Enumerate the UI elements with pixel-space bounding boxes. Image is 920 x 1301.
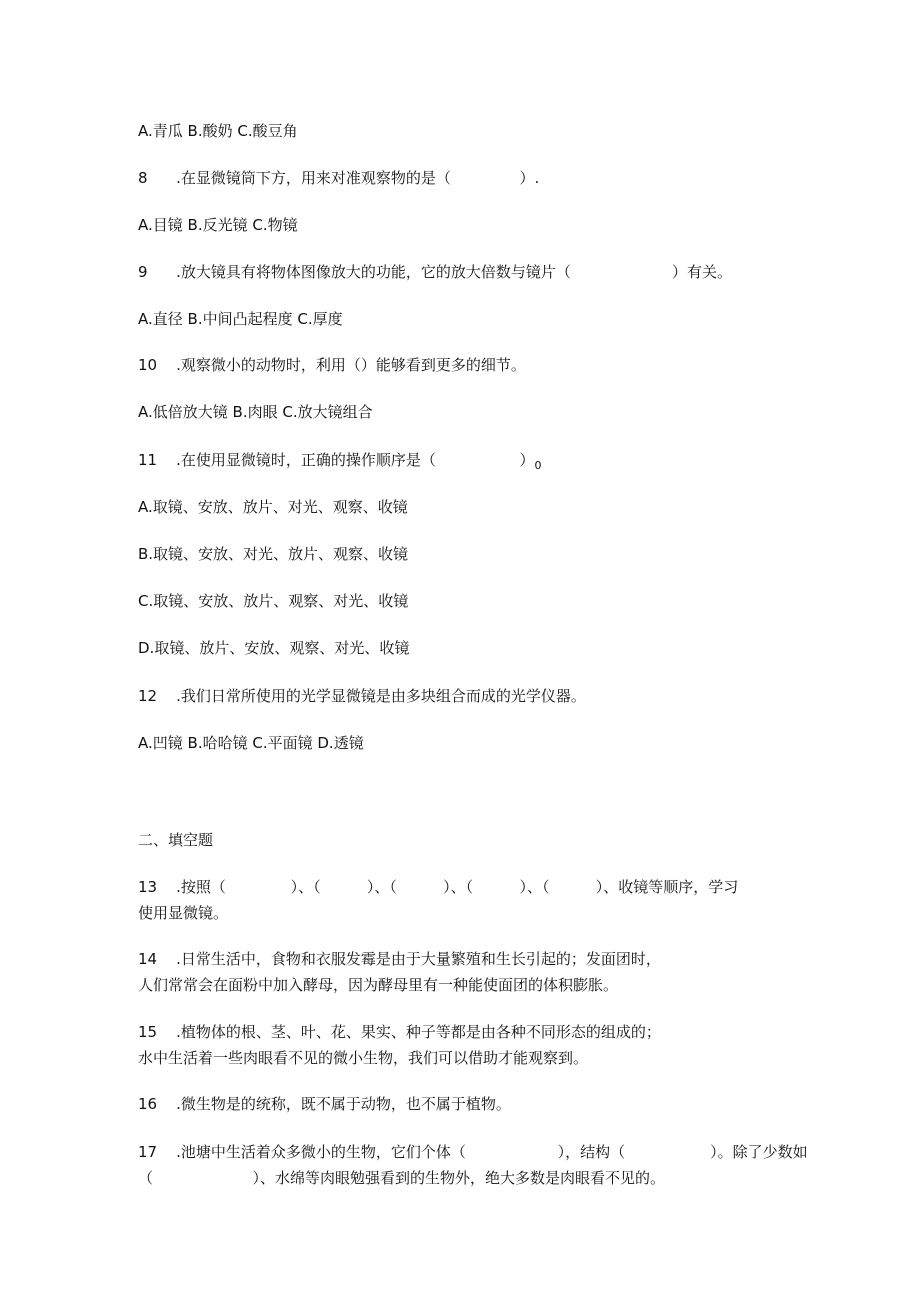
- q11-stem: 11 .在使用显微镜时，正确的操作顺序是（ ）: [138, 451, 535, 469]
- q15-line2: 水中生活着一些肉眼看不见的微小生物，我们可以借助才能观察到。: [138, 1049, 589, 1067]
- q8-options: A.目镜 B.反光镜 C.物镜: [138, 216, 298, 234]
- q10-options: A.低倍放大镜 B.肉眼 C.放大镜组合: [138, 403, 373, 421]
- q13: [138, 874, 788, 926]
- q11-option-a: A.取镜、安放、放片、对光、观察、收镜: [138, 498, 408, 516]
- q13-line2: 使用显微镜。: [138, 904, 229, 922]
- q11-suffix: 0: [534, 459, 542, 472]
- q11-stem-line: [138, 450, 541, 472]
- q15-line1: 15 .植物体的根、茎、叶、花、果实、种子等都是由各种不同形态的组成的；: [138, 1023, 661, 1041]
- section-title: 二、填空题: [138, 831, 214, 849]
- q15: [138, 1019, 788, 1071]
- q12-stem: 12 .我们日常所使用的光学显微镜是由多块组合而成的光学仪器。: [138, 687, 586, 705]
- q11-option-d: D.取镜、放片、安放、观察、对光、收镜: [138, 639, 410, 657]
- q9-stem: 9 .放大镜具有将物体图像放大的功能，它的放大倍数与镜片（ ）有关。: [138, 263, 733, 281]
- q12-options: A.凹镜 B.哈哈镜 C.平面镜 D.透镜: [138, 734, 364, 752]
- q17-line1: 17 .池塘中生活着众多微小的生物，它们个体（ ），结构（ ）。除了少数如: [138, 1143, 808, 1161]
- q14-line2: 人们常常会在面粉中加入酵母，因为酵母里有一种能使面团的体积膨胀。: [138, 976, 619, 994]
- q14-line1: 14 .日常生活中，食物和衣服发霉是由于大量繁殖和生长引起的；发面团时，: [138, 950, 661, 968]
- q14: [138, 946, 788, 998]
- q10-stem: 10 .观察微小的动物时，利用（）能够看到更多的细节。: [138, 356, 526, 374]
- q17-line2: （ ）、水绵等肉眼勉强看到的生物外，绝大多数是肉眼看不见的。: [138, 1169, 665, 1187]
- q16-stem: 16 .微生物是的统称，既不属于动物，也不属于植物。: [138, 1095, 511, 1113]
- q7-options: A.青瓜 B.酸奶 C.酸豆角: [138, 122, 298, 140]
- q17: [138, 1139, 808, 1191]
- q13-line1: 13 .按照（ ）、（ ）、（ ）、（ ）、（ ）、收镜等顺序，学习: [138, 878, 739, 896]
- q9-options: A.直径 B.中间凸起程度 C.厚度: [138, 310, 343, 328]
- q11-option-b: B.取镜、安放、对光、放片、观察、收镜: [138, 545, 409, 563]
- q8-stem: 8 .在显微镜筒下方，用来对准观察物的是（ ）.: [138, 169, 540, 187]
- q11-option-c: C.取镜、安放、放片、观察、对光、收镜: [138, 592, 409, 610]
